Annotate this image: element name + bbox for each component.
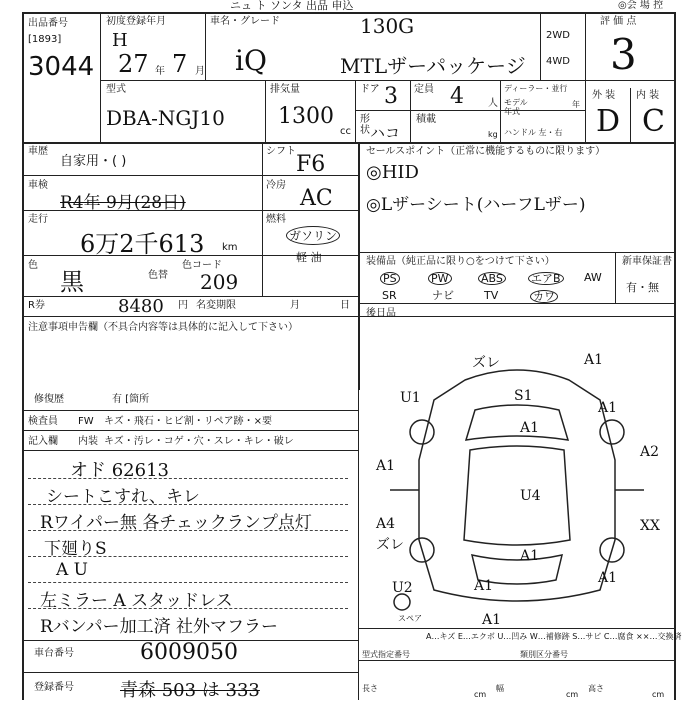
row-450 <box>22 450 359 451</box>
cc-unit: cc <box>340 126 351 137</box>
type-label: 型式 <box>106 84 126 95</box>
ac-label: 冷房 <box>266 180 286 191</box>
car-windshield <box>466 405 568 440</box>
score-label: 評 価 点 <box>600 16 637 27</box>
legend-top <box>358 628 676 629</box>
model-name: iQ <box>235 44 267 77</box>
after-label: 後日品 <box>366 308 396 319</box>
score: 3 <box>610 30 637 79</box>
category-no-label: 類別区分番号 <box>520 650 568 659</box>
col-line-355 <box>355 80 356 142</box>
col-line-265 <box>265 80 266 142</box>
lot-number: 3044 <box>28 52 95 82</box>
lot-label: 出品番号 <box>28 18 68 29</box>
col-line-205 <box>205 12 206 80</box>
load-unit: kg <box>488 130 498 139</box>
ticket-label: R券 <box>28 300 45 311</box>
grade: MTLザーパッケージ <box>340 54 526 78</box>
wheel-front-left <box>410 420 434 444</box>
mark-14: U2 <box>392 580 413 596</box>
equip-pw: PW <box>428 272 452 285</box>
note-rule-3 <box>28 530 348 531</box>
color-value: 黒 <box>60 268 84 296</box>
warranty-label: 新車保証書 <box>622 256 672 267</box>
col-line-540 <box>540 12 541 80</box>
note-rule-5 <box>28 582 348 583</box>
warranty-value: 有・無 <box>626 281 659 294</box>
equip-airbag: エアB <box>528 272 564 285</box>
equip-aw: AW <box>584 271 602 284</box>
note-rule-4 <box>28 556 348 557</box>
top-text: ニュ ト ソンタ 出品 申込 <box>230 0 354 12</box>
car-roof <box>464 446 570 545</box>
note-rule-2 <box>28 504 348 505</box>
capacity-value: 4 <box>450 84 464 109</box>
repair-value: 有 [箇所 <box>112 394 150 405</box>
sales-point2: ◎Lザーシート(ハーフLザー) <box>366 195 586 215</box>
shift-value: F6 <box>296 152 326 177</box>
mark-7: A2 <box>640 444 660 460</box>
doors-label: ドア <box>360 84 380 95</box>
sales-point1: ◎HID <box>366 162 419 183</box>
note-4: 下廻りS <box>44 539 107 559</box>
legend-row <box>358 660 676 661</box>
spare-label: スペア <box>398 614 422 623</box>
category-label: 車歴 <box>28 146 48 157</box>
designation-label: 型式指定番号 <box>362 650 410 659</box>
mileage-unit: km <box>222 242 238 253</box>
row-252-right <box>360 252 676 253</box>
mark-1: ズレ <box>472 355 500 371</box>
width-cm: cm <box>566 690 579 699</box>
wheel-front-right <box>600 420 624 444</box>
width-label: 幅 <box>496 684 504 693</box>
entry-label: 記入欄 <box>28 436 58 447</box>
interior-label: 内装 <box>78 436 98 447</box>
model-year-label: モデル年式 <box>504 98 528 116</box>
dealer-label: ディーラー・並行 <box>504 84 568 93</box>
fuel-value: ガソリン <box>286 226 340 245</box>
notes-label: 注意事項申告欄（不具合内容等は具体的に記入して下さい） <box>28 322 298 333</box>
ac-value: AC <box>300 186 333 211</box>
equip-navi: ナビ <box>432 289 454 302</box>
legend-text: A…キズ E…エクボ U…凹み W…補修跡 S…サビ C…腐食 ××…交換済 <box>426 632 682 641</box>
ticket-unit: 円 <box>178 300 188 311</box>
note-7: Rバンパー加工済 社外マフラー <box>40 617 279 637</box>
mileage-label: 走行 <box>28 214 48 225</box>
ext-label: 外 装 <box>592 90 616 101</box>
mark-10: A4 <box>376 516 396 532</box>
era: H <box>112 30 128 51</box>
header-bottom-line <box>22 142 676 144</box>
frame-top <box>22 12 676 14</box>
warranty-divider <box>615 252 616 303</box>
doors-value: 3 <box>384 84 398 109</box>
lower-mid <box>358 390 359 700</box>
grade-top: 130G <box>360 14 415 38</box>
mark-9: U4 <box>520 488 541 504</box>
month: 7 <box>172 50 188 78</box>
note-rule-1 <box>28 478 348 479</box>
spare-tire <box>394 594 410 610</box>
note-rule-6 <box>28 608 348 609</box>
shape-label: 形状 <box>360 114 370 136</box>
int-label: 内 装 <box>636 90 660 101</box>
mark-5: A1 <box>598 400 618 416</box>
category-value: 自家用・( ) <box>60 154 127 169</box>
mark-11: ズレ <box>376 537 404 553</box>
model-year-unit: 年 <box>572 100 580 109</box>
capacity-label: 定員 <box>414 84 434 95</box>
registration-label: 登録番号 <box>34 682 74 693</box>
frame-left <box>22 12 24 700</box>
cc-value: 1300 <box>278 104 334 129</box>
handle-label: ハンドル 左・右 <box>504 128 563 137</box>
equip-abs: ABS <box>478 272 506 285</box>
color-code-value: 209 <box>200 270 239 294</box>
drive-2wd: 2WD <box>546 30 570 41</box>
row-line-110 <box>355 110 585 111</box>
year: 27 <box>118 50 149 78</box>
year-unit: 年 <box>155 66 165 77</box>
fuel-label: 燃料 <box>266 214 286 225</box>
mark-3: U1 <box>400 390 421 406</box>
model-label: 車名・グレード <box>210 16 280 27</box>
mark-2: A1 <box>584 352 604 368</box>
color-label: 色 <box>28 260 38 271</box>
checker-label: 検査員 <box>28 416 58 427</box>
row-410 <box>22 410 359 411</box>
capacity-unit: 人 <box>488 98 498 109</box>
length-cm: cm <box>474 690 487 699</box>
equip-leather: カワ <box>530 290 558 303</box>
lot-divider <box>100 12 101 142</box>
sales-title: セールスポイント（正常に機能するものに限ります） <box>366 146 606 157</box>
cc-label: 排気量 <box>270 84 300 95</box>
equip-tv: TV <box>484 289 499 302</box>
mark-13: A1 <box>520 548 540 564</box>
mileage-value: 6万2千613 <box>80 230 205 258</box>
note-6: 左ミラー A スタッドレス <box>40 591 233 611</box>
height-label: 高さ <box>588 684 604 693</box>
lot-ref: [1893] <box>28 34 62 45</box>
repair-label: 修復歴 <box>34 394 64 405</box>
height-cm: cm <box>652 690 665 699</box>
month-unit: 月 <box>195 66 205 77</box>
mark-12: XX <box>640 518 660 534</box>
int-grade: C <box>642 104 665 139</box>
checks-row1: キズ・飛石・ヒビ割・リペア跡・×要 <box>104 416 272 427</box>
equipment-title: 装備品（純正品に限り○をつけて下さい） <box>366 256 555 267</box>
mark-15: A1 <box>474 578 494 594</box>
ticket-value: 8480 <box>118 296 164 317</box>
row-303-right <box>360 303 676 304</box>
inspection-label: 車検 <box>28 180 48 191</box>
note-2: シートこすれ、キレ <box>46 487 200 507</box>
ext-grade: D <box>596 104 621 139</box>
fuel-other: 軽 油 <box>296 251 322 264</box>
mark-16: A1 <box>598 570 618 586</box>
mark-17: A1 <box>482 612 502 628</box>
row-line-80 <box>100 80 676 81</box>
frame-right <box>674 12 676 700</box>
deadline-label: 名変期限 <box>196 300 236 311</box>
col-line-410 <box>410 80 411 142</box>
inspection-value: R4年 9月(28日) <box>60 193 186 213</box>
row-430 <box>22 430 359 431</box>
deadline-month: 月 <box>290 300 300 311</box>
length-label: 長さ <box>362 684 378 693</box>
col-line-500 <box>500 80 501 142</box>
chassis-label: 車台番号 <box>34 648 74 659</box>
shape-value: ハコ <box>370 124 401 142</box>
equip-sr: SR <box>382 289 397 302</box>
note-5: A U <box>56 560 89 580</box>
mark-6: A1 <box>520 420 540 436</box>
note-3: Rワイパー無 各チェックランプ点灯 <box>40 513 312 533</box>
color-swap-label: 色替 <box>148 270 168 281</box>
mark-8: A1 <box>376 458 396 474</box>
shift-label: シフト <box>266 146 296 157</box>
left-col-line <box>262 144 263 296</box>
type-value: DBA-NGJ10 <box>106 106 225 130</box>
load-label: 積載 <box>416 114 436 125</box>
equip-ps: PS <box>380 272 400 285</box>
mark-4: S1 <box>514 388 533 404</box>
note-1: オド 62613 <box>70 460 169 481</box>
color-code-label: 色コード <box>182 260 222 271</box>
col-line-630 <box>630 88 631 142</box>
registration-value: 青森 503 は 333 <box>120 680 260 701</box>
deadline-day: 日 <box>340 300 350 311</box>
checks-row2: キズ・汚レ・コゲ・穴・スレ・キレ・破レ <box>104 436 294 447</box>
first-reg-label: 初度登録年月 <box>106 16 166 27</box>
row-672 <box>22 672 359 673</box>
drive-4wd: 4WD <box>546 56 570 67</box>
chassis-value: 6009050 <box>140 640 238 665</box>
stamp: ◎会 場 控 <box>618 0 664 11</box>
col-line-585 <box>585 12 586 142</box>
fw-label: FW <box>78 416 94 427</box>
